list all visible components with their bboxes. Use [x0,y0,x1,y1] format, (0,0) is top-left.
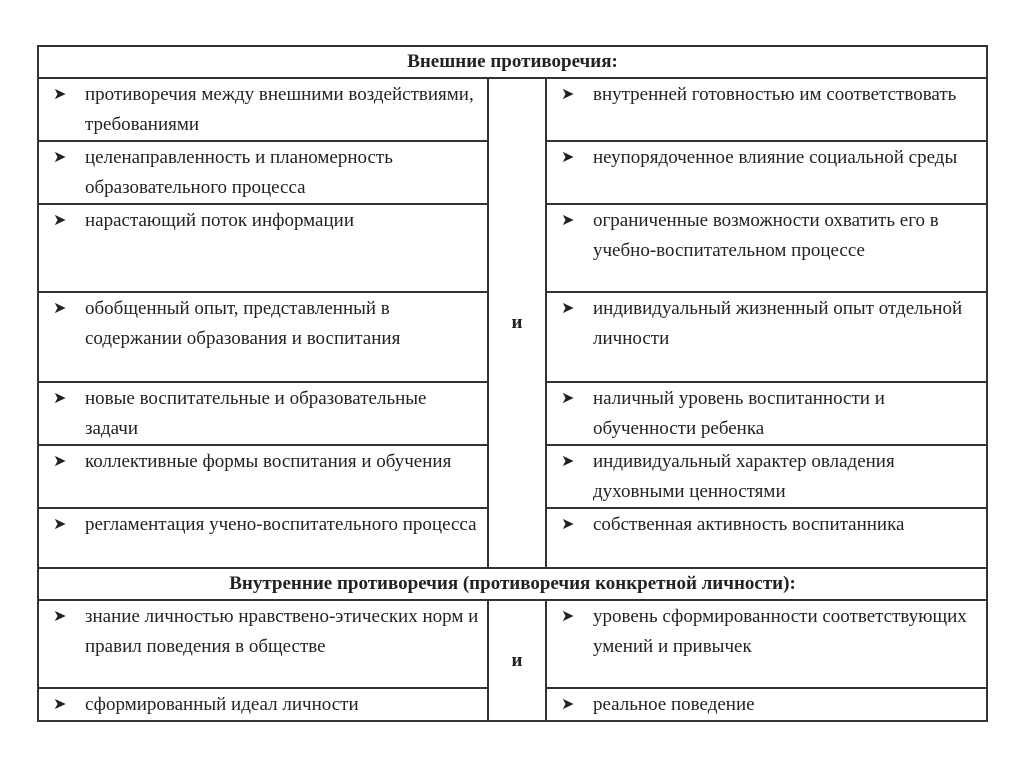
arrow-bullet-icon: ➤ [53,516,67,533]
left-cell [38,204,488,292]
cell-text: знание личностью нравствено-этических норм и правил поведения в обществе [85,606,479,657]
right-cell [546,141,987,204]
cell-text: наличный уровень воспитанности и обученности ребенка [593,388,885,439]
cell-text: новые воспитательные и образовательные задачи [85,388,427,439]
cell-text: противоречия между внешними воздействиями, требованиями [85,84,474,135]
cell-text: неупорядоченное влияние социальной среды [593,147,958,168]
cell-text: коллективные формы воспитания и обучения [85,451,452,472]
arrow-bullet-icon: ➤ [53,453,67,470]
left-cell [38,292,488,382]
right-cell [546,600,987,688]
right-cell [546,292,987,382]
arrow-bullet-icon: ➤ [561,516,575,533]
right-cell [546,508,987,568]
cell-text: внутренней готовностью им соответствовать [593,84,957,105]
right-cell [546,78,987,141]
right-cell [546,382,987,445]
cell-text: индивидуальный характер овладения духовными ценностями [593,451,895,502]
cell-text: нарастающий поток информации [85,210,354,231]
arrow-bullet-icon: ➤ [561,453,575,470]
cell-text: сформированный идеал личности [85,694,359,715]
left-cell [38,445,488,508]
arrow-bullet-icon: ➤ [561,300,575,317]
left-cell [38,141,488,204]
arrow-bullet-icon: ➤ [561,608,575,625]
internal-row [38,600,987,688]
arrow-bullet-icon: ➤ [53,149,67,166]
external-contradictions-header: Внешние противоречия: [38,46,987,78]
contradictions-table [37,45,988,722]
cell-text: регламентация учено-воспитательного процесса [85,514,477,535]
arrow-bullet-icon: ➤ [561,696,575,713]
left-cell [38,508,488,568]
connector-and: и [488,78,546,568]
right-cell [546,688,987,721]
arrow-bullet-icon: ➤ [561,390,575,407]
arrow-bullet-icon: ➤ [53,300,67,317]
left-cell [38,382,488,445]
cell-text: реальное поведение [593,694,755,715]
arrow-bullet-icon: ➤ [53,390,67,407]
arrow-bullet-icon: ➤ [561,86,575,103]
cell-text: уровень сформированности соответствующих умений и привычек [593,606,967,657]
cell-text: целенаправленность и планомерность образовательного процесса [85,147,393,198]
right-cell [546,445,987,508]
right-cell [546,204,987,292]
arrow-bullet-icon: ➤ [561,149,575,166]
external-row [38,78,987,141]
connector-and: и [488,600,546,721]
cell-text: индивидуальный жизненный опыт отдельной личности [593,298,963,349]
arrow-bullet-icon: ➤ [561,212,575,229]
left-cell [38,600,488,688]
left-cell [38,688,488,721]
arrow-bullet-icon: ➤ [53,86,67,103]
arrow-bullet-icon: ➤ [53,608,67,625]
cell-text: ограниченные возможности охватить его в учебно-воспитательном процессе [593,210,939,261]
arrow-bullet-icon: ➤ [53,212,67,229]
left-cell [38,78,488,141]
arrow-bullet-icon: ➤ [53,696,67,713]
cell-text: собственная активность воспитанника [593,514,905,535]
internal-contradictions-header: Внутренние противоречия (противоречия конкретной личности): [38,568,987,600]
cell-text: обобщенный опыт, представленный в содержании образования и воспитания [85,298,401,349]
